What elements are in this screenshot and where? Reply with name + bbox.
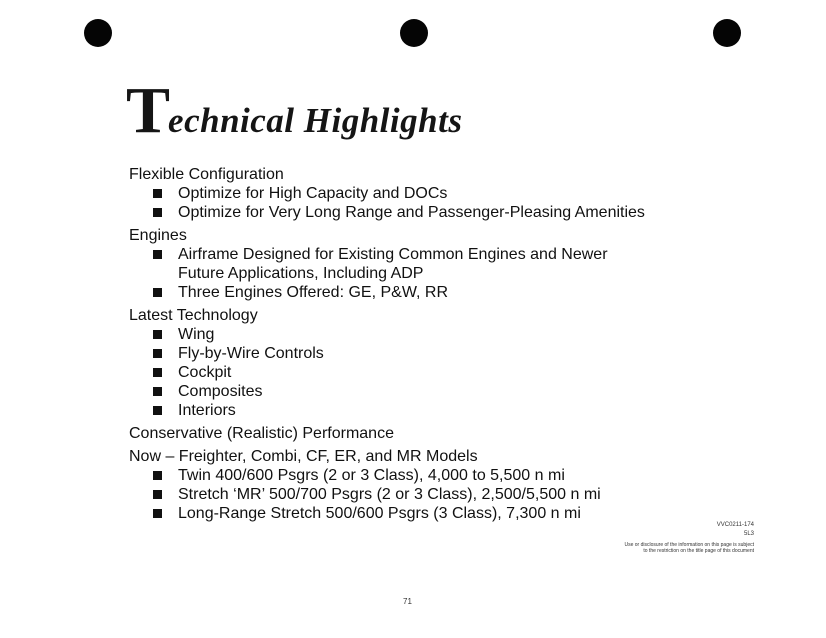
bullet-text: Stretch ‘MR’ 500/700 Psgrs (2 or 3 Class), 2,500/5,500 n mi	[178, 486, 601, 503]
list-item	[150, 485, 769, 504]
square-bullet-icon	[153, 189, 162, 198]
bullet-text: Cockpit	[178, 364, 232, 381]
square-bullet-icon	[153, 250, 162, 259]
bullet-text: Long-Range Stretch 500/600 Psgrs (3 Class), 7,300 n mi	[178, 505, 581, 522]
square-bullet-icon	[153, 208, 162, 217]
square-bullet-icon	[153, 349, 162, 358]
list-item	[150, 504, 769, 523]
bullet-list	[129, 466, 769, 523]
section-heading: Flexible Configuration	[129, 166, 284, 183]
bullet-text: Airframe Designed for Existing Common Engines and Newer	[178, 246, 608, 263]
notice-line-1: Use or disclosure of the information on this page is subject	[624, 542, 754, 548]
bullet-text-continuation: Future Applications, Including ADP	[178, 265, 424, 282]
list-item	[150, 325, 769, 344]
punch-hole-right	[713, 19, 741, 47]
page-title	[126, 74, 463, 147]
section-heading: Latest Technology	[129, 307, 258, 324]
title-initial: T	[126, 74, 171, 147]
bullet-text: Wing	[178, 326, 215, 343]
square-bullet-icon	[153, 471, 162, 480]
square-bullet-icon	[153, 288, 162, 297]
section-heading: Engines	[129, 227, 187, 244]
title-rest: echnical Highlights	[168, 101, 463, 140]
square-bullet-icon	[153, 368, 162, 377]
highlights-content	[129, 165, 769, 523]
bullet-list	[129, 184, 769, 222]
list-item	[150, 245, 769, 283]
document-code	[717, 521, 754, 539]
section-heading: Conservative (Realistic) Performance	[129, 425, 394, 442]
bullet-text: Optimize for High Capacity and DOCs	[178, 185, 448, 202]
list-item	[150, 283, 769, 302]
section-conservative-performance	[129, 424, 769, 443]
section-flexible-configuration	[129, 165, 769, 222]
punch-hole-center	[400, 19, 428, 47]
section-latest-technology	[129, 306, 769, 420]
section-heading: Now – Freighter, Combi, CF, ER, and MR Models	[129, 448, 478, 465]
square-bullet-icon	[153, 330, 162, 339]
bullet-text: Optimize for Very Long Range and Passenger-Pleasing Amenities	[178, 204, 645, 221]
section-models	[129, 447, 769, 523]
notice-line-2: to the restriction on the title page of this document	[643, 548, 754, 554]
page-number: 71	[403, 597, 412, 606]
list-item	[150, 363, 769, 382]
bullet-text: Three Engines Offered: GE, P&W, RR	[178, 284, 449, 301]
punch-hole-left	[84, 19, 112, 47]
list-item	[150, 344, 769, 363]
list-item	[150, 382, 769, 401]
list-item	[150, 466, 769, 485]
list-item	[150, 203, 769, 222]
bullet-text: Fly-by-Wire Controls	[178, 345, 324, 362]
document-code-sub: 5L3	[743, 531, 754, 537]
bullet-text: Twin 400/600 Psgrs (2 or 3 Class), 4,000 to 5,500 n mi	[178, 467, 565, 484]
bullet-list	[129, 245, 769, 302]
square-bullet-icon	[153, 490, 162, 499]
section-engines	[129, 226, 769, 302]
bullet-text: Composites	[178, 383, 263, 400]
bullet-text: Interiors	[178, 402, 236, 419]
list-item	[150, 401, 769, 420]
bullet-list	[129, 325, 769, 420]
list-item	[150, 184, 769, 203]
square-bullet-icon	[153, 387, 162, 396]
document-code-number: VVC0211-174	[716, 522, 754, 528]
square-bullet-icon	[153, 406, 162, 415]
disclosure-notice	[554, 542, 754, 554]
square-bullet-icon	[153, 509, 162, 518]
